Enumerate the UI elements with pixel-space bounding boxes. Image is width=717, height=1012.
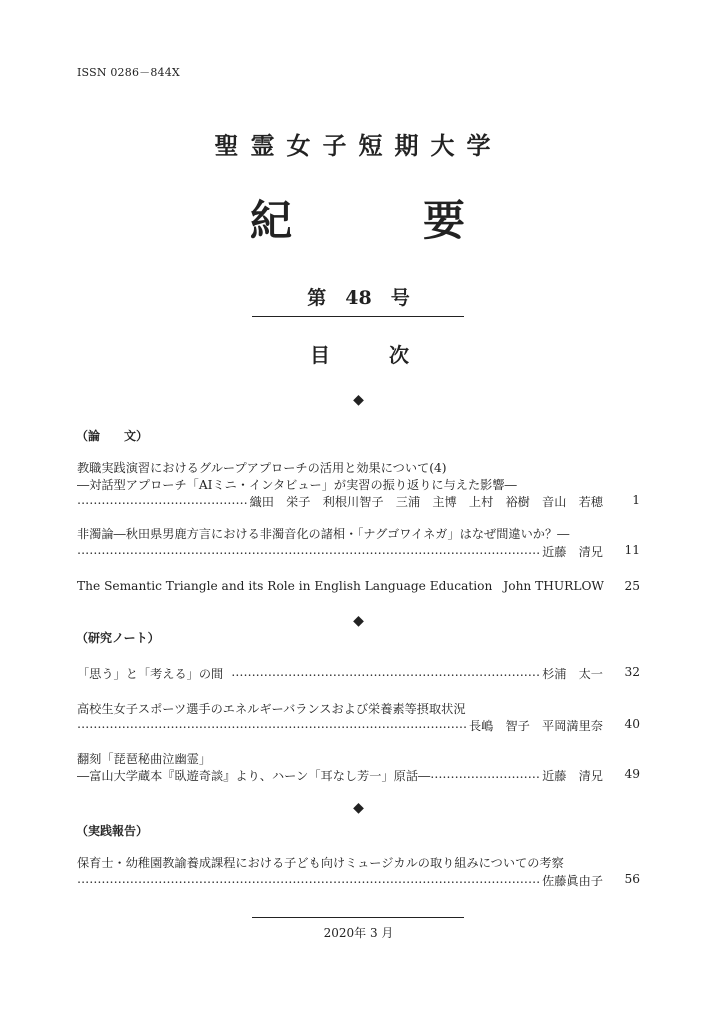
entry-authors-row — [77, 717, 603, 734]
entry-title: 非濁論―秋田県男鹿方言における非濁音化の諸相・「ナグゴワイネガ」はなぜ間違いか？― — [77, 527, 570, 541]
entry-page: 56 — [624, 872, 640, 886]
entry-page: 25 — [624, 579, 640, 593]
entry-page: 32 — [624, 665, 640, 679]
diamond-icon: ◆ — [353, 392, 364, 408]
leader-dots — [430, 767, 539, 784]
entry-authors: John THURLOW — [503, 579, 604, 593]
divider-bottom — [252, 917, 464, 918]
contents-heading-char-1: 目 — [310, 343, 330, 367]
leader-dots — [77, 872, 539, 889]
entry-authors: 近藤 清兄 — [542, 769, 603, 783]
issn-number: ISSN 0286－844X — [77, 66, 180, 79]
entry-authors-row — [77, 543, 603, 560]
entry-authors: 佐藤眞由子 — [542, 874, 603, 888]
issue-number: 第 48 号 — [307, 287, 410, 309]
entry-page: 11 — [624, 543, 640, 557]
entry-page: 49 — [624, 767, 640, 781]
entry-authors: 杉浦 太一 — [542, 667, 603, 681]
diamond-icon: ◆ — [353, 800, 364, 816]
entry-title: The Semantic Triangle and its Role in English Language Education — [77, 579, 493, 593]
entry-authors: 長嶋 智子 平岡満里奈 — [468, 719, 603, 733]
journal-title-char-2: 要 — [423, 196, 466, 245]
entry-authors-row — [77, 493, 603, 510]
leader-dots — [77, 493, 247, 510]
university-name: 聖霊女子短期大学 — [214, 131, 503, 160]
publication-date: 2020年 3 月 — [323, 926, 394, 940]
entry-authors: 織田 栄子 利根川智子 三浦 主博 上村 裕樹 音山 若穂 — [249, 495, 603, 509]
entry-page: 40 — [624, 717, 640, 731]
entry-subtitle: ―対話型アプローチ「AIミニ・インタビュー」が実習の振り返りに与えた影響― — [77, 478, 517, 492]
divider-top — [252, 316, 464, 317]
leader-dots — [77, 543, 539, 560]
section-heading-papers: （論 文） — [76, 429, 149, 443]
section-heading-practice-reports: （実践報告） — [76, 824, 149, 838]
entry-title: 「思う」と「考える」の間 — [77, 667, 224, 681]
leader-dots — [77, 717, 466, 734]
leader-dots — [231, 665, 539, 682]
entry-title: 高校生女子スポーツ選手のエネルギーバランスおよび栄養素等摂取状況 — [77, 702, 466, 716]
entry-subtitle: ―富山大学蔵本『臥遊奇談』より、ハーン「耳なし芳一」原話― — [77, 769, 431, 783]
contents-heading-char-2: 次 — [389, 343, 409, 367]
diamond-icon: ◆ — [353, 613, 364, 629]
section-heading-research-notes: （研究ノート） — [76, 631, 160, 645]
entry-authors-row — [77, 872, 603, 889]
entry-authors: 近藤 清兄 — [542, 545, 603, 559]
entry-title: 教職実践演習におけるグループアプローチの活用と効果について(4) — [77, 461, 447, 475]
entry-row — [77, 579, 603, 593]
entry-row — [77, 767, 603, 784]
journal-title-char-1: 紀 — [250, 196, 293, 245]
entry-title: 保育士・幼稚園教諭養成課程における子ども向けミュージカルの取り組みについての考察 — [77, 856, 564, 870]
entry-page: 1 — [632, 493, 640, 507]
entry-row — [77, 665, 603, 682]
entry-title: 翻刻「琵琶秘曲泣幽霊」 — [77, 752, 212, 766]
